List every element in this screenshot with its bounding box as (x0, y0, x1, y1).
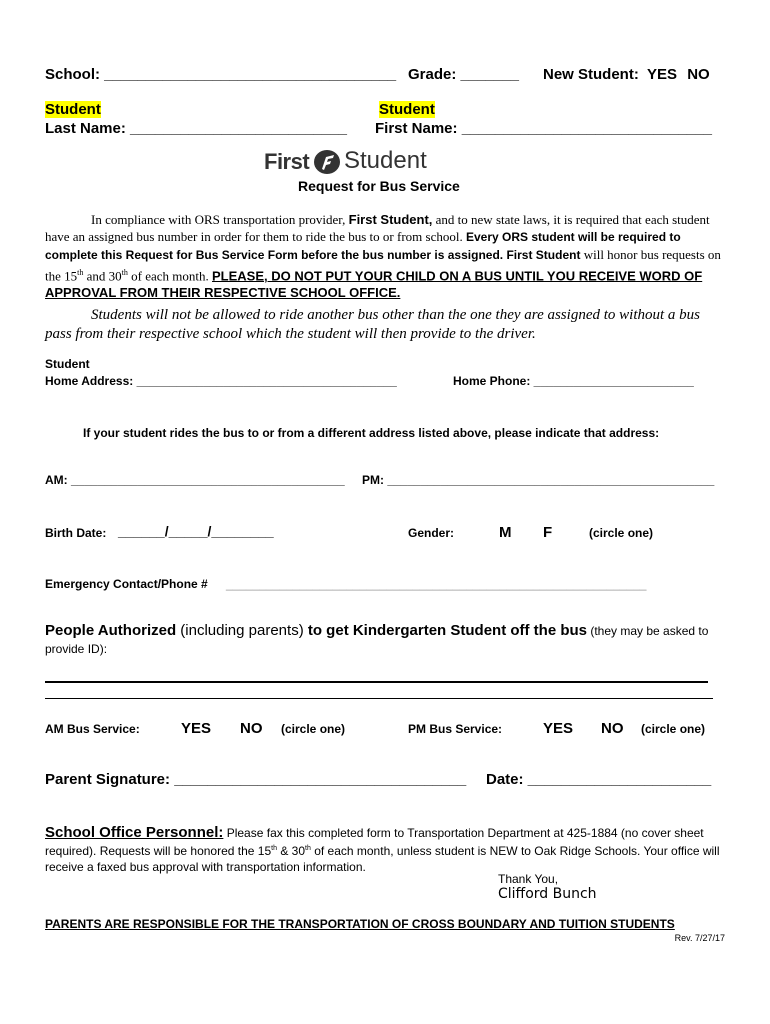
logo-student-text: Student (344, 147, 427, 174)
thank-you-text: Thank You, (498, 872, 559, 886)
form-title: Request for Bus Service (298, 178, 460, 194)
bus-pass-notice: Students will not be allowed to ride another bus other than the one they are assigned to without a bus pass from their respective school which the student will then provide to the driver. (45, 307, 700, 342)
am-address-field[interactable]: AM: _________________________________________ (45, 473, 345, 487)
signer-name: Clifford Bunch (498, 886, 597, 902)
date-field[interactable]: Date: ______________________ (486, 771, 712, 788)
new-student-yes-option[interactable]: YES (647, 66, 678, 83)
school-field[interactable]: School: ___________________________________ (45, 66, 397, 83)
pm-bus-service-label: PM Bus Service: (408, 722, 503, 736)
pm-no-option[interactable]: NO (601, 720, 624, 737)
school-office-heading: School Office Personnel: (45, 824, 224, 841)
logo-mark-icon (313, 149, 341, 175)
home-address-field[interactable]: Home Address: _______________________________________ (45, 374, 397, 388)
birth-date-field[interactable]: ______/_____/________ (118, 523, 274, 539)
parent-signature-field[interactable]: Parent Signature: ___________________________________ (45, 771, 467, 788)
authorized-line-1[interactable] (45, 681, 708, 683)
gender-label: Gender: (408, 526, 455, 540)
gender-f-option[interactable]: F (543, 524, 553, 541)
different-address-note: If your student rides the bus to or from a different address listed above, please indicate that address: (83, 426, 660, 440)
pm-address-field[interactable]: PM: _________________________________________________ (362, 473, 715, 487)
last-name-field[interactable]: Last Name: __________________________ (45, 120, 347, 137)
student-label: Student (45, 357, 90, 371)
gender-circle-one: (circle one) (589, 526, 654, 540)
am-circle-one: (circle one) (281, 722, 346, 736)
new-student-no-option[interactable]: NO (687, 66, 710, 83)
intro-paragraph: In compliance with ORS transportation provider, First Student, and to new state laws, it is required that each student have an assigned bus number in order for them to ride the bus to or from school. Every ORS student will be required to complete this Request for Bus Service Form before the bus number is assigned. First Student will honor bus requests on the 15th and 30th of each month. PLEASE, DO NOT PUT YOUR CHILD ON A BUS UNTIL YOU RECEIVE WORD OF APPROVAL FROM THEIR RESPECTIVE SCHOOL OFFICE. (45, 212, 721, 301)
emergency-contact-label: Emergency Contact/Phone # (45, 577, 208, 591)
authorized-line-2[interactable] (45, 698, 713, 699)
student-highlight-label: Student (45, 101, 101, 118)
revision-date: Rev. 7/27/17 (674, 933, 725, 943)
student-highlight-label: Student (379, 101, 435, 118)
footer-notice: PARENTS ARE RESPONSIBLE FOR THE TRANSPORTATION OF CROSS BOUNDARY AND TUITION STUDENTS (45, 917, 675, 931)
birth-date-label: Birth Date: (45, 526, 107, 540)
new-student-field (543, 66, 710, 83)
pm-circle-one: (circle one) (641, 722, 706, 736)
gender-m-option[interactable]: M (499, 524, 512, 541)
first-name-field[interactable]: First Name: ______________________________ (375, 120, 712, 137)
logo-first-text: First (264, 149, 310, 174)
am-no-option[interactable]: NO (240, 720, 263, 737)
school-office-section: School Office Personnel: Please fax this completed form to Transportation Department at 425-1884 (no cover sheet required). Requests will be honored the 15th & 30th of each month, unless student is NEW to Oak Ridge Schools. Your office will receive a faxed bus approval with transportation information. (45, 824, 720, 874)
home-phone-field[interactable]: Home Phone: ________________________ (453, 374, 694, 388)
authorized-people-heading: People Authorized (including parents) to get Kindergarten Student off the bus (they may be asked to provide ID): (45, 622, 709, 656)
am-yes-option[interactable]: YES (181, 720, 212, 737)
grade-field[interactable]: Grade: _______ (408, 66, 519, 83)
am-bus-service-label: AM Bus Service: (45, 722, 140, 736)
new-student-label: New Student: (543, 66, 639, 83)
emergency-contact-field[interactable]: _______________________________________________________________ (226, 577, 647, 591)
pm-yes-option[interactable]: YES (543, 720, 574, 737)
